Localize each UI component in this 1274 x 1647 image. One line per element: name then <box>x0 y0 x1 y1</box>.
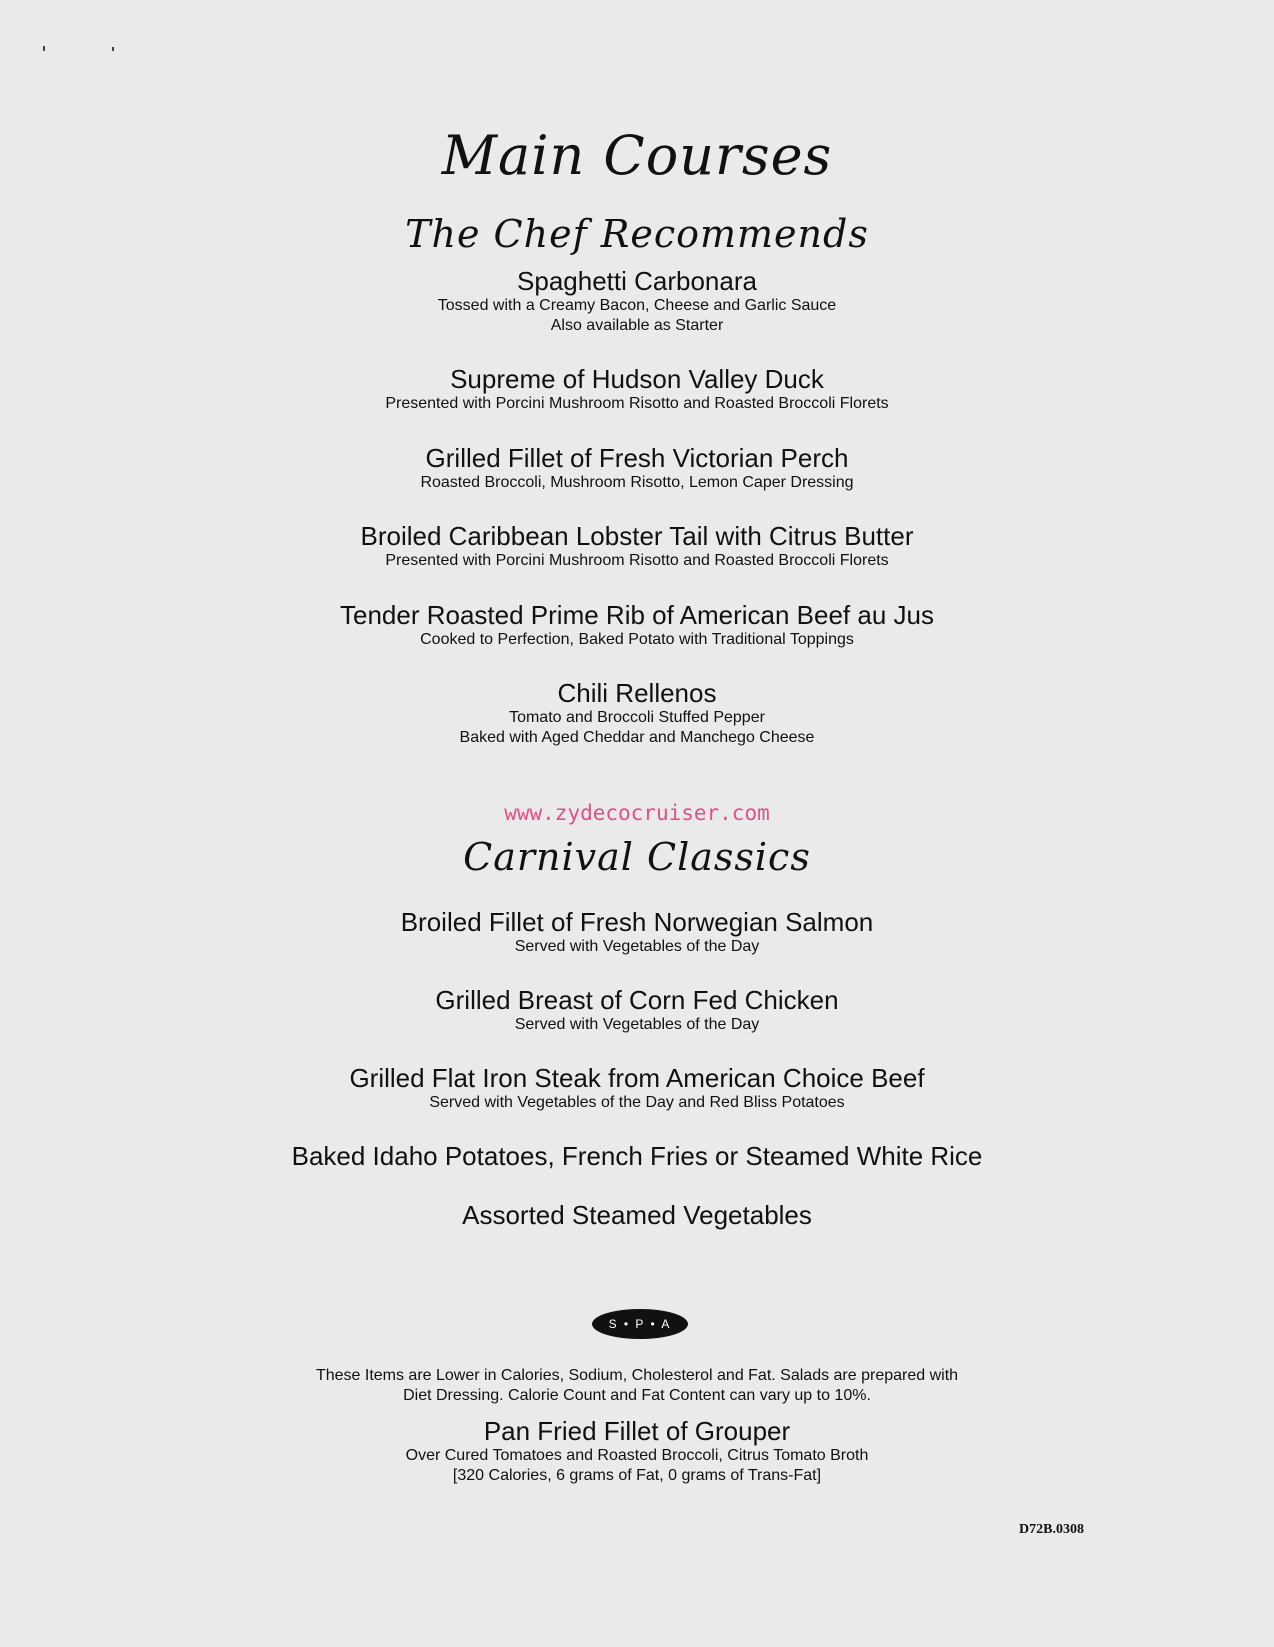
dish-victorian-perch <box>0 443 1274 493</box>
dish-name: Pan Fried Fillet of Grouper <box>483 1416 791 1446</box>
dish-flat-iron-steak <box>0 1063 1274 1113</box>
dish-description: Served with Vegetables of the Day <box>514 1016 760 1033</box>
dish-description: Cooked to Perfection, Baked Potato with Traditional Toppings <box>420 631 854 648</box>
side-potatoes-rice: Baked Idaho Potatoes, French Fries or Steamed White Rice <box>291 1141 983 1171</box>
dish-description: Roasted Broccoli, Mushroom Risotto, Lemon Caper Dressing <box>420 474 854 491</box>
dish-lobster-tail <box>0 521 1274 571</box>
spa-note-line: These Items are Lower in Calories, Sodium, Cholesterol and Fat. Salads are prepared with <box>315 1367 959 1384</box>
dish-name: Chili Rellenos <box>557 678 717 708</box>
dish-chili-rellenos <box>0 678 1274 748</box>
dish-description: Tossed with a Creamy Bacon, Cheese and Garlic Sauce <box>437 297 837 314</box>
dish-prime-rib <box>0 600 1274 650</box>
page-title: Main Courses <box>441 124 833 187</box>
dish-description: Presented with Porcini Mushroom Risotto and Roasted Broccoli Florets <box>385 552 889 569</box>
dish-corn-fed-chicken <box>0 985 1274 1035</box>
menu-code: D72B.0308 <box>1019 1522 1084 1537</box>
dish-description: Presented with Porcini Mushroom Risotto and Roasted Broccoli Florets <box>385 395 889 412</box>
dish-name: Spaghetti Carbonara <box>517 266 757 296</box>
dish-name: Supreme of Hudson Valley Duck <box>450 364 824 394</box>
dish-spaghetti-carbonara <box>0 266 1274 336</box>
scan-speck <box>43 46 45 51</box>
dish-name: Broiled Caribbean Lobster Tail with Citrus Butter <box>360 521 914 551</box>
dish-name: Tender Roasted Prime Rib of American Beef au Jus <box>340 600 934 630</box>
dish-description: Served with Vegetables of the Day and Red Bliss Potatoes <box>429 1094 845 1111</box>
dish-name: Grilled Breast of Corn Fed Chicken <box>435 985 839 1015</box>
dish-hudson-valley-duck <box>0 364 1274 414</box>
dish-name: Broiled Fillet of Fresh Norwegian Salmon <box>400 907 874 937</box>
dish-norwegian-salmon <box>0 907 1274 957</box>
spa-note <box>0 1366 1274 1406</box>
spa-logo <box>592 1309 688 1339</box>
dish-description: Tomato and Broccoli Stuffed Pepper <box>509 709 765 726</box>
watermark: www.zydecocruiser.com <box>504 801 770 825</box>
dish-description: [320 Calories, 6 grams of Fat, 0 grams of Trans-Fat] <box>452 1467 822 1484</box>
chef-recommends-heading: The Chef Recommends <box>405 212 869 256</box>
dish-description: Also available as Starter <box>550 317 724 334</box>
dish-description: Served with Vegetables of the Day <box>514 938 760 955</box>
spa-note-line: Diet Dressing. Calorie Count and Fat Content can vary up to 10%. <box>403 1387 871 1404</box>
spa-logo-text: S • P • A <box>608 1317 672 1331</box>
side-steamed-vegetables: Assorted Steamed Vegetables <box>462 1200 812 1230</box>
dish-name: Grilled Fillet of Fresh Victorian Perch <box>425 443 849 473</box>
dish-name: Grilled Flat Iron Steak from American Choice Beef <box>349 1063 925 1093</box>
dish-description: Baked with Aged Cheddar and Manchego Cheese <box>459 729 815 746</box>
dish-grouper <box>0 1416 1274 1486</box>
scan-speck <box>112 47 114 51</box>
carnival-classics-heading: Carnival Classics <box>463 835 811 879</box>
dish-description: Over Cured Tomatoes and Roasted Broccoli, Citrus Tomato Broth <box>405 1447 869 1464</box>
